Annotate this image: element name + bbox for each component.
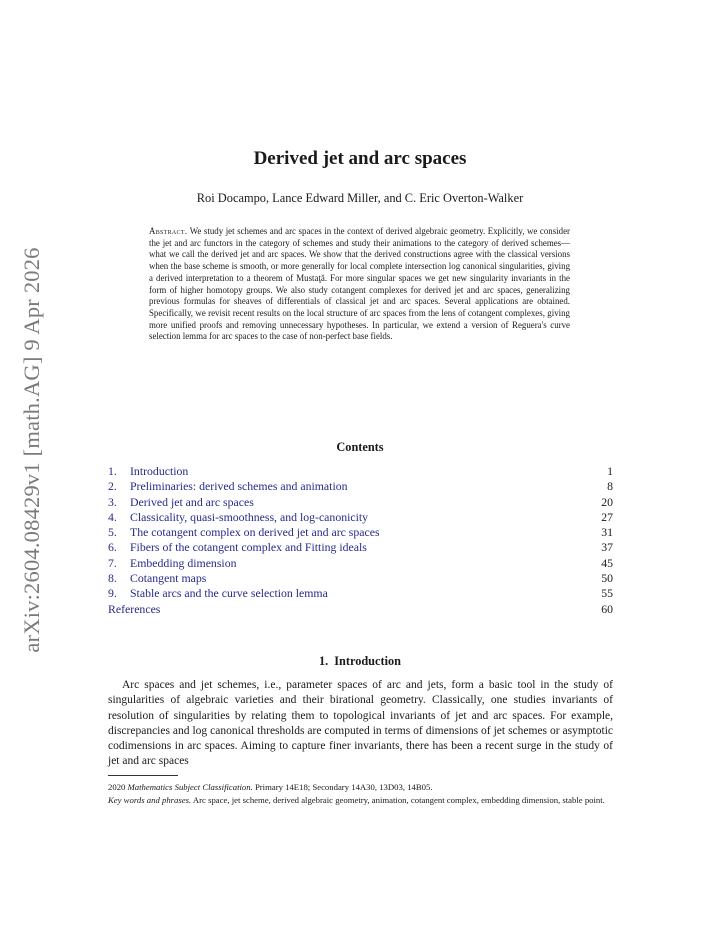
toc-title: Introduction	[130, 464, 189, 478]
table-of-contents	[108, 464, 613, 617]
footnote-divider	[108, 775, 178, 776]
toc-entry[interactable]	[108, 525, 613, 540]
toc-page: 31	[601, 525, 613, 540]
toc-number: 2.	[108, 479, 117, 494]
footnote-keywords	[108, 794, 613, 807]
toc-link[interactable]	[108, 540, 367, 555]
toc-number: 4.	[108, 509, 117, 524]
toc-link[interactable]	[108, 510, 368, 525]
toc-title: The cotangent complex on derived jet and arc spaces	[130, 525, 380, 540]
footnote-keywords-text: Arc space, jet scheme, derived algebraic geometry, animation, cotangent complex, embedding dimension, stable point.	[192, 794, 605, 805]
msc-label-italic: Mathematics Subject Classification.	[127, 782, 253, 792]
toc-title: Preliminaries: derived schemes and animation	[130, 479, 348, 494]
arxiv-id-label: arXiv:2604.08429v1 [math.AG] 9 Apr 2026	[19, 247, 44, 653]
toc-number: 1.	[108, 464, 117, 478]
toc-title: Derived jet and arc spaces	[130, 494, 254, 509]
toc-entry[interactable]	[108, 586, 613, 601]
msc-year: 2020	[108, 782, 128, 792]
footnote-msc-text: Primary 14E18; Secondary 14A30, 13D03, 14B05.	[254, 782, 433, 792]
toc-page: 45	[601, 555, 613, 570]
toc-page: 8	[607, 479, 613, 494]
section-title: Introduction	[334, 654, 401, 668]
toc-number: 7.	[108, 555, 117, 570]
toc-entry[interactable]	[108, 540, 613, 555]
paper-title: Derived jet and arc spaces	[253, 148, 467, 169]
toc-number: 9.	[108, 586, 117, 601]
toc-entry[interactable]	[108, 510, 613, 525]
abstract-text: We study jet schemes and arc spaces in the context of derived algebraic geometry. Explicitly, we consider the jet and arc functors in the category of schemes and study their animations to the category of derived schemes—what we call the derived jet and arc spaces. We show that the derived constructions agree with the classical versions when the base scheme is smooth, or more generally for local complete intersection log canonical singularities, giving a derived interpretation to a theorem of Mustaţă. For more singular spaces we get new singularity invariants in the form of higher homotopy groups. We also study cotangent complexes for derived jet and arc spaces, generalizing previous formulas for sheaves of differentials of classical jet and arc spaces. Several applications are obtained. Specifically, we revisit recent results on the local structure of arc spaces from the lens of cotangent complexes, giving more unified proofs and removing unnecessary hypotheses. In particular, we extend a version of Reguera's curve selection lemma for arc spaces to the case of non-perfect base fields.	[149, 226, 570, 342]
footnote-keywords-label: Key words and phrases.	[108, 794, 192, 805]
footnote-msc	[108, 781, 613, 794]
toc-page: 20	[601, 494, 613, 509]
toc-link[interactable]	[108, 586, 328, 601]
toc-entry[interactable]	[108, 495, 613, 510]
toc-link[interactable]	[108, 495, 254, 510]
toc-number: 5.	[108, 525, 117, 540]
toc-title: Stable arcs and the curve selection lemma	[130, 586, 328, 601]
paper-authors: Roi Docampo, Lance Edward Miller, and C. Eric Overton-Walker	[196, 191, 524, 205]
toc-page: 37	[601, 540, 613, 555]
toc-entry[interactable]	[108, 571, 613, 586]
footnote-msc-label	[108, 782, 253, 792]
contents-heading: Contents	[336, 440, 384, 454]
toc-entry[interactable]	[108, 464, 613, 479]
toc-title: Classicality, quasi-smoothness, and log-canonicity	[130, 509, 369, 524]
toc-link[interactable]	[108, 464, 188, 479]
abstract-label: Abstract.	[149, 226, 188, 236]
toc-number: 6.	[108, 540, 117, 555]
toc-link[interactable]	[108, 602, 160, 617]
toc-link[interactable]	[108, 525, 380, 540]
toc-entry[interactable]	[108, 602, 613, 617]
abstract	[149, 226, 570, 343]
toc-entry[interactable]	[108, 556, 613, 571]
introduction-paragraph: Arc spaces and jet schemes, i.e., parameter spaces of arc and jets, form a basic tool in the study of singularities of algebraic varieties and their birational geometry. Classically, one studies invariants of resolution of singularities by relating them to topological invariants of jet and arc spaces. For example, discrepancies and log canonical thresholds are computed in terms of dimensions of jet schemes or asymptotic codimensions in arc spaces. Aiming to capture finer invariants, there has been a recent surge in the study of jet and arc spaces	[108, 679, 613, 768]
section-heading-introduction	[0, 654, 720, 669]
toc-link[interactable]	[108, 571, 206, 586]
section-number: 1.	[319, 654, 329, 668]
toc-title: References	[108, 601, 161, 616]
toc-page: 1	[607, 464, 613, 478]
toc-number: 8.	[108, 571, 117, 586]
toc-page: 60	[601, 601, 613, 616]
toc-page: 27	[601, 509, 613, 524]
toc-title: Cotangent maps	[130, 571, 207, 586]
toc-page: 55	[601, 586, 613, 601]
toc-entry[interactable]	[108, 479, 613, 494]
toc-link[interactable]	[108, 556, 237, 571]
toc-title: Fibers of the cotangent complex and Fitting ideals	[130, 540, 367, 555]
toc-page: 50	[601, 571, 613, 586]
toc-number: 3.	[108, 494, 117, 509]
toc-title: Embedding dimension	[130, 555, 237, 570]
footnotes	[108, 781, 613, 806]
toc-link[interactable]	[108, 479, 348, 494]
